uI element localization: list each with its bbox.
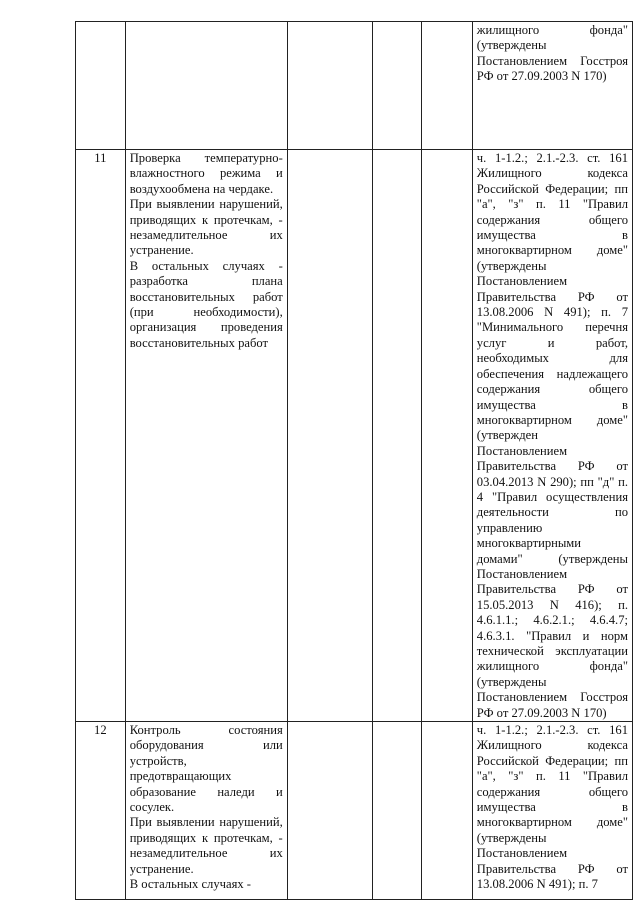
work-text-line: Контроль состояния [129, 723, 283, 738]
empty-cell [372, 150, 422, 722]
work-text-line: предотвращающих [129, 769, 232, 784]
basis-text-line: Жилищного кодекса [476, 166, 628, 181]
basis-text-line: домами" (утверждены [476, 551, 628, 566]
row-number-cell [76, 722, 126, 900]
work-text-line: незамедлительное их [129, 846, 283, 861]
legal-basis-cell [472, 150, 632, 722]
basis-text-line: Постановлением [476, 274, 568, 289]
row-number-cell [76, 150, 126, 722]
basis-text-line: имущества в [476, 397, 628, 412]
work-text-line: восстановительных работ [129, 335, 269, 350]
work-text-line: воздухообмена на чердаке. [129, 181, 274, 196]
basis-text-line: "а", "з" п. 11 "Правил [476, 197, 628, 212]
basis-text-line: 13.08.2006 N 491); п. 7 [476, 305, 628, 320]
basis-text-line: Постановлением Госстроя [476, 53, 628, 68]
basis-text-line: Правительства РФ от [476, 582, 628, 597]
work-text-line: В остальных случаях - [129, 877, 251, 892]
basis-text-line: многоквартирном доме" [476, 412, 628, 427]
empty-cell [422, 722, 473, 900]
basis-text-line: (утверждены [476, 674, 547, 689]
basis-text-line: (утвержден [476, 428, 538, 443]
work-text-line: влажностного режима и [129, 166, 283, 181]
table-row [76, 150, 633, 722]
basis-text-line: многоквартирными [476, 536, 582, 551]
basis-text-line: многоквартирном доме" [476, 815, 628, 830]
basis-text-line: жилищного фонда" [476, 659, 628, 674]
basis-text-line: необходимых для [476, 351, 628, 366]
work-text-line: разработка плана [129, 274, 283, 289]
basis-text-line: Постановлением Госстроя [476, 690, 628, 705]
work-text-line: восстановительных работ [129, 289, 283, 304]
basis-text-line: содержания общего [476, 382, 628, 397]
work-text-line: образование наледи и [129, 784, 283, 799]
basis-text-line: жилищного фонда" [476, 23, 628, 37]
work-text-line: устранение. [129, 243, 194, 258]
row-number: 11 [94, 151, 107, 165]
empty-cell [372, 22, 422, 150]
work-text-line: При выявлении нарушений, [129, 815, 283, 830]
basis-text-line: 03.04.2013 N 290); пп "д" п. [476, 474, 628, 489]
basis-text-line: 4 "Правил осуществления [476, 489, 628, 504]
legal-basis-cell [472, 722, 632, 900]
basis-text-line: деятельности по [476, 505, 628, 520]
basis-text-line: Российской Федерации; пп [476, 181, 628, 196]
work-text-line: организация проведения [129, 320, 283, 335]
basis-text-line: ч. 1-1.2.; 2.1.-2.3. ст. 161 [476, 723, 628, 738]
basis-text-line: Постановлением [476, 443, 568, 458]
basis-text-line: 13.08.2006 N 491); п. 7 [476, 877, 598, 892]
legal-basis-cell [472, 22, 632, 150]
basis-text-line: Правительства РФ от [476, 861, 628, 876]
basis-text-line: услуг и работ, [476, 335, 628, 350]
regulation-table [75, 21, 633, 900]
table-row [76, 722, 633, 900]
basis-text-line: РФ от 27.09.2003 N 170) [476, 705, 607, 720]
basis-text-line: "а", "з" п. 11 "Правил [476, 769, 628, 784]
basis-text-line: Правительства РФ от [476, 459, 628, 474]
work-text-line: При выявлении нарушений, [129, 197, 283, 212]
basis-text-line: Российской Федерации; пп [476, 753, 628, 768]
work-description-cell [125, 722, 287, 900]
basis-text-line: Правительства РФ от [476, 289, 628, 304]
work-description-cell [125, 22, 287, 150]
table-row [76, 22, 633, 150]
work-text-line: В остальных случаях - [129, 258, 283, 273]
basis-text-line: Постановлением [476, 846, 568, 861]
work-text-line: устранение. [129, 861, 194, 876]
empty-cell [422, 150, 473, 722]
work-text-line: устройств, [129, 753, 187, 768]
table-body [76, 22, 633, 900]
basis-text-line: "Минимального перечня [476, 320, 628, 335]
basis-text-line: 4.6.3.1. "Правил и норм [476, 628, 628, 643]
work-text-line: оборудования или [129, 738, 283, 753]
basis-text-line: обеспечения надлежащего [476, 366, 628, 381]
basis-text-line: содержания общего [476, 212, 628, 227]
empty-cell [287, 150, 372, 722]
basis-text-line: многоквартирном доме" [476, 243, 628, 258]
basis-text-line: управлению [476, 520, 543, 535]
work-text-line: приводящих к протечкам, - [129, 830, 283, 845]
basis-text-line: имущества в [476, 228, 628, 243]
work-text-line: Проверка температурно- [129, 151, 283, 165]
basis-text-line: (утверждены [476, 38, 547, 53]
basis-text-line: РФ от 27.09.2003 N 170) [476, 69, 607, 84]
basis-text-line: технической эксплуатации [476, 644, 628, 658]
row-number: 12 [94, 723, 107, 738]
basis-text-line: Постановлением [476, 566, 568, 581]
basis-text-line: Жилищного кодекса [476, 738, 628, 753]
empty-cell [287, 722, 372, 900]
row-number-cell [76, 22, 126, 150]
basis-text-line: 4.6.1.1.; 4.6.2.1.; 4.6.4.7; [476, 613, 628, 628]
basis-text-line: содержания общего [476, 784, 628, 799]
empty-cell [372, 722, 422, 900]
empty-cell [287, 22, 372, 150]
work-text-line: (при необходимости), [129, 305, 283, 320]
basis-text-line: (утверждены [476, 830, 547, 845]
basis-text-line: имущества в [476, 800, 628, 815]
basis-text-line: (утверждены [476, 258, 547, 273]
empty-cell [422, 22, 473, 150]
work-description-cell [125, 150, 287, 722]
work-text-line: приводящих к протечкам, - [129, 212, 283, 227]
work-text-line: сосулек. [129, 800, 175, 815]
basis-text-line: ч. 1-1.2.; 2.1.-2.3. ст. 161 [476, 151, 628, 165]
basis-text-line: 15.05.2013 N 416); п. [476, 597, 628, 612]
work-text-line: незамедлительное их [129, 228, 283, 243]
